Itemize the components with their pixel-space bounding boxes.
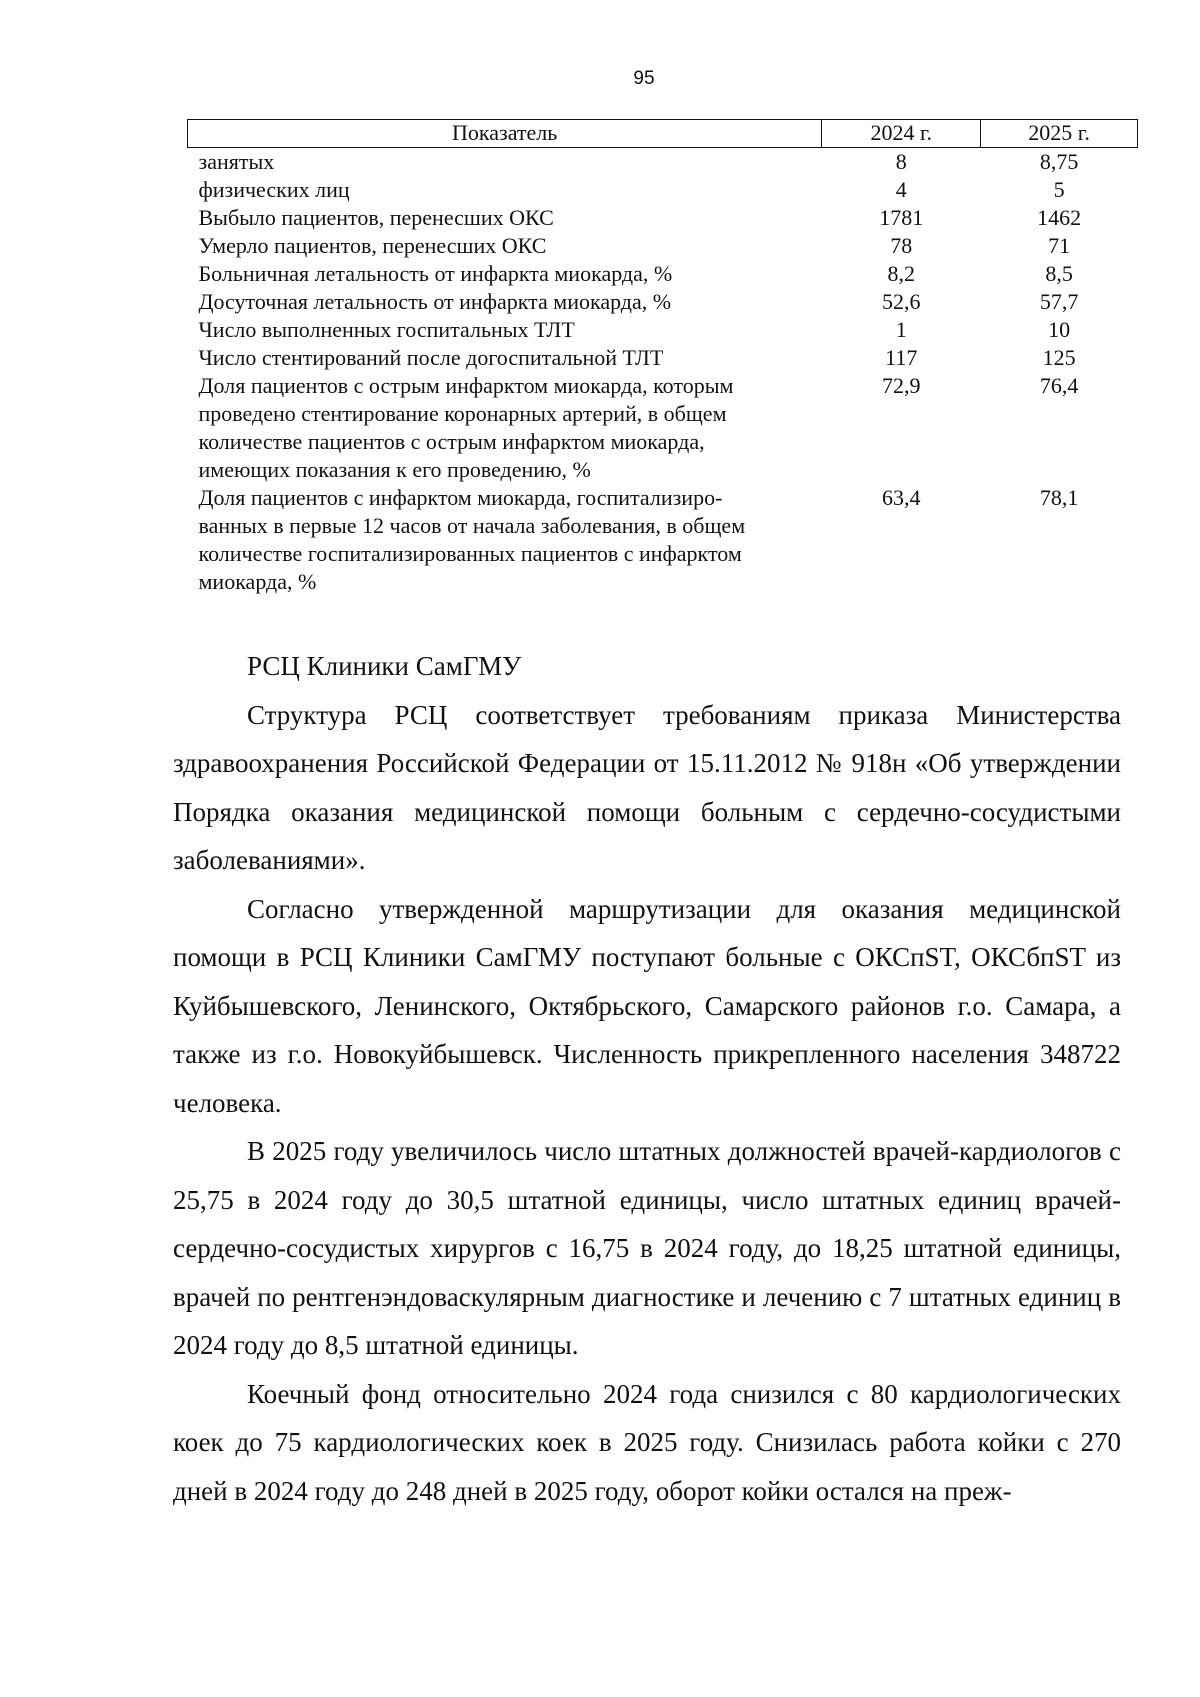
page-number: 95 bbox=[633, 68, 655, 89]
row-label-line: Доля пациентов с инфарктом миокарда, госпитализиро- bbox=[198, 485, 723, 510]
row-label: занятых bbox=[198, 149, 275, 174]
value-2024: 1 bbox=[895, 317, 907, 342]
value-2024: 72,9 bbox=[882, 373, 921, 398]
value-2025: 1462 bbox=[1037, 205, 1082, 230]
table-row bbox=[188, 484, 1138, 596]
table-row bbox=[188, 372, 1138, 484]
value-2024: 78 bbox=[890, 233, 913, 258]
value-2025: 8,5 bbox=[1045, 261, 1073, 286]
header-2025: 2025 г. bbox=[981, 120, 1138, 148]
row-label-line: имеющих показания к его проведению, % bbox=[198, 457, 591, 482]
row-label: Число стентирований после догоспитальной ТЛТ bbox=[198, 345, 664, 370]
paragraph: Структура РСЦ соответствует требованиям приказа Министерства здравоохранения Российской Федерации от 15.11.2012 № 918н «Об утверждении Порядка оказания медицинской помощи больным с сердечно-сосудистыми заболеваниями». bbox=[173, 699, 1121, 875]
value-2024: 52,6 bbox=[882, 289, 921, 314]
row-label-line: количестве госпитализированных пациентов с инфарктом bbox=[198, 541, 742, 566]
row-label: Число выполненных госпитальных ТЛТ bbox=[198, 317, 575, 342]
row-label: Выбыло пациентов, перенесших ОКС bbox=[198, 205, 554, 230]
table-header-row bbox=[188, 120, 1138, 148]
table-row bbox=[188, 204, 1138, 232]
table-row bbox=[188, 288, 1138, 316]
section-heading: РСЦ Клиники СамГМУ bbox=[247, 651, 522, 681]
indicators-table bbox=[187, 119, 1138, 596]
value-2024: 63,4 bbox=[882, 485, 921, 510]
row-label: Досуточная летальность от инфаркта миокарда, % bbox=[198, 289, 672, 314]
row-label: Умерло пациентов, перенесших ОКС bbox=[198, 233, 547, 258]
value-2025: 8,75 bbox=[1039, 149, 1079, 174]
row-label: Больничная летальность от инфаркта миокарда, % bbox=[198, 261, 673, 286]
paragraph: В 2025 году увеличилось число штатных должностей врачей-кардиологов с 25,75 в 2024 году до 30,5 штатной единицы, число штатных единиц врачей-сердечно-сосудистых хирургов с 16,75 в 2024 году, до 18,25 штатной единицы, врачей по рентгенэндоваскулярным диагностике и лечению с 7 штатных единиц в 2024 году до 8,5 штатной единицы. bbox=[173, 1136, 1121, 1360]
value-2024: 8,2 bbox=[887, 261, 915, 286]
row-label bbox=[188, 484, 822, 596]
table-row bbox=[188, 176, 1138, 204]
value-2024: 1781 bbox=[879, 205, 924, 230]
table-row bbox=[188, 232, 1138, 260]
table-row bbox=[188, 344, 1138, 372]
value-2024: 117 bbox=[885, 345, 918, 370]
value-2025: 125 bbox=[1042, 345, 1076, 370]
header-indicator: Показатель bbox=[188, 120, 822, 148]
row-label: физических лиц bbox=[198, 177, 350, 202]
table-row bbox=[188, 316, 1138, 344]
value-2025: 10 bbox=[1048, 317, 1071, 342]
value-2024: 4 bbox=[895, 177, 907, 202]
paragraph: Коечный фонд относительно 2024 года снизился с 80 кардиологических коек до 75 кардиологических коек в 2025 году. Снизилась работа койки с 270 дней в 2024 году до 248 дней в 2025 году, оборот койки остался на преж- bbox=[173, 1378, 1121, 1506]
value-2025: 5 bbox=[1053, 177, 1065, 202]
row-label-line: миокарда, % bbox=[198, 569, 317, 594]
row-label bbox=[188, 372, 822, 484]
value-2024: 8 bbox=[895, 149, 907, 174]
row-label-line: проведено стентирование коронарных артерий, в общем bbox=[198, 401, 727, 426]
value-2025: 71 bbox=[1048, 233, 1071, 258]
row-label-line: Доля пациентов с острым инфарктом миокарда, которым bbox=[198, 373, 734, 398]
value-2025: 57,7 bbox=[1039, 289, 1079, 314]
table-row bbox=[188, 260, 1138, 288]
body-text bbox=[173, 642, 1121, 1515]
value-2025: 78,1 bbox=[1039, 485, 1079, 510]
value-2025: 76,4 bbox=[1039, 373, 1079, 398]
row-label-line: ванных в первые 12 часов от начала заболевания, в общем bbox=[198, 513, 746, 538]
header-2024: 2024 г. bbox=[822, 120, 981, 148]
table-row bbox=[188, 148, 1138, 177]
paragraph: Согласно утвержденной маршрутизации для оказания медицинской помощи в РСЦ Клиники СамГМУ поступают больные с ОКСпST, ОКСбпST из Куйбышевского, Ленинского, Октябрьского, Самарского районов г.о. Самара, а также из г.о. Новокуйбышевск. Численность прикрепленного населения 348722 человека. bbox=[173, 893, 1121, 1118]
row-label-line: количестве пациентов с острым инфарктом миокарда, bbox=[198, 429, 705, 454]
